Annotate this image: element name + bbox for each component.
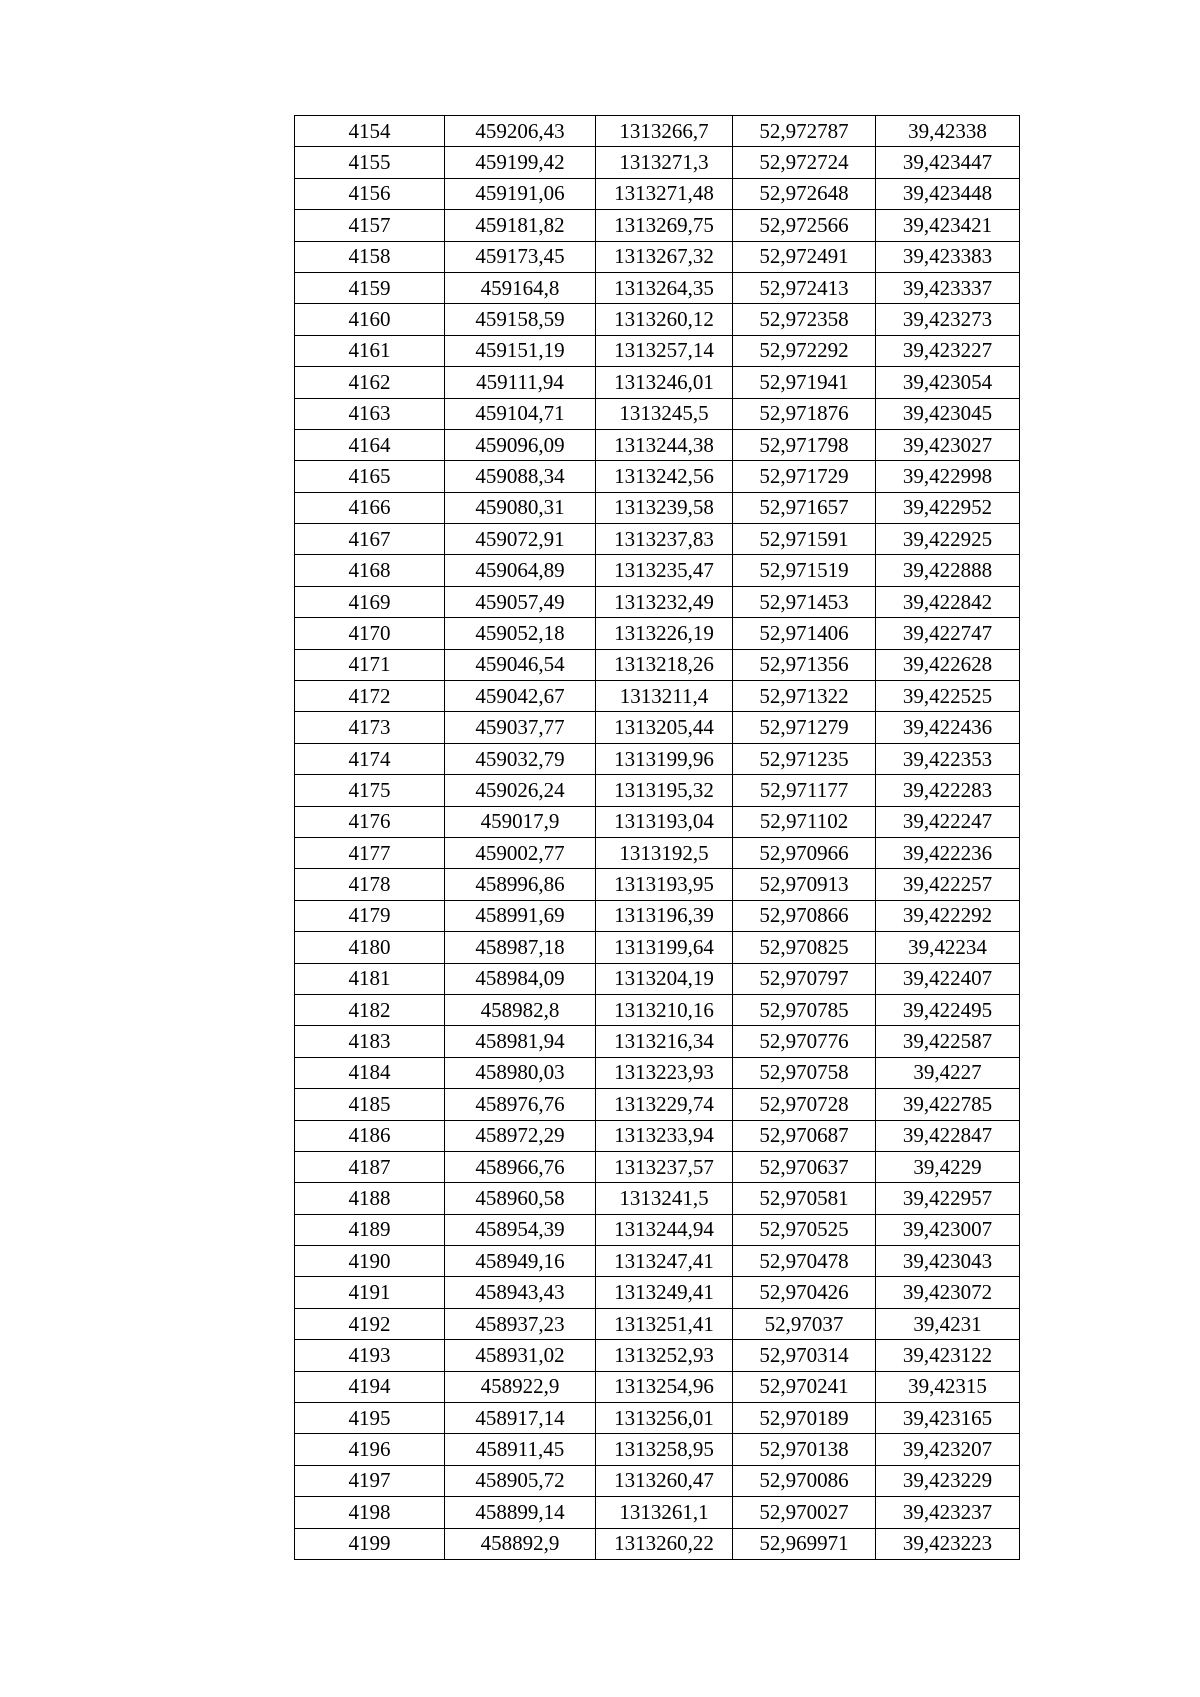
latitude-cell: 52,971519 <box>733 555 876 586</box>
point-number-cell: 4186 <box>295 1120 445 1151</box>
x-coordinate-cell: 459080,31 <box>445 492 596 523</box>
y-coordinate-cell: 1313271,3 <box>596 147 733 178</box>
x-coordinate-cell: 459017,9 <box>445 806 596 837</box>
y-coordinate-cell: 1313241,5 <box>596 1183 733 1214</box>
x-coordinate-cell: 458976,76 <box>445 1089 596 1120</box>
table-row <box>295 524 1020 555</box>
x-coordinate-cell: 459206,43 <box>445 116 596 147</box>
longitude-cell: 39,4227 <box>876 1057 1020 1088</box>
latitude-cell: 52,972787 <box>733 116 876 147</box>
x-coordinate-cell: 459164,8 <box>445 272 596 303</box>
y-coordinate-cell: 1313247,41 <box>596 1246 733 1277</box>
latitude-cell: 52,970637 <box>733 1151 876 1182</box>
table-row <box>295 116 1020 147</box>
longitude-cell: 39,422747 <box>876 618 1020 649</box>
latitude-cell: 52,971941 <box>733 367 876 398</box>
longitude-cell: 39,422292 <box>876 900 1020 931</box>
point-number-cell: 4181 <box>295 963 445 994</box>
y-coordinate-cell: 1313195,32 <box>596 775 733 806</box>
longitude-cell: 39,423072 <box>876 1277 1020 1308</box>
x-coordinate-cell: 458949,16 <box>445 1246 596 1277</box>
table-row <box>295 492 1020 523</box>
longitude-cell: 39,422407 <box>876 963 1020 994</box>
x-coordinate-cell: 458960,58 <box>445 1183 596 1214</box>
point-number-cell: 4174 <box>295 743 445 774</box>
table-row <box>295 1246 1020 1277</box>
table-row <box>295 335 1020 366</box>
y-coordinate-cell: 1313193,95 <box>596 869 733 900</box>
x-coordinate-cell: 458937,23 <box>445 1308 596 1339</box>
longitude-cell: 39,423043 <box>876 1246 1020 1277</box>
longitude-cell: 39,422957 <box>876 1183 1020 1214</box>
latitude-cell: 52,970525 <box>733 1214 876 1245</box>
longitude-cell: 39,422628 <box>876 649 1020 680</box>
longitude-cell: 39,423207 <box>876 1434 1020 1465</box>
table-row <box>295 1340 1020 1371</box>
table-row <box>295 1089 1020 1120</box>
y-coordinate-cell: 1313269,75 <box>596 210 733 241</box>
longitude-cell: 39,422998 <box>876 461 1020 492</box>
table-row <box>295 1120 1020 1151</box>
point-number-cell: 4168 <box>295 555 445 586</box>
y-coordinate-cell: 1313264,35 <box>596 272 733 303</box>
x-coordinate-cell: 459072,91 <box>445 524 596 555</box>
x-coordinate-cell: 458972,29 <box>445 1120 596 1151</box>
longitude-cell: 39,423237 <box>876 1497 1020 1528</box>
table-row <box>295 429 1020 460</box>
longitude-cell: 39,422842 <box>876 586 1020 617</box>
point-number-cell: 4169 <box>295 586 445 617</box>
table-row <box>295 1151 1020 1182</box>
point-number-cell: 4193 <box>295 1340 445 1371</box>
point-number-cell: 4198 <box>295 1497 445 1528</box>
x-coordinate-cell: 459002,77 <box>445 837 596 868</box>
point-number-cell: 4171 <box>295 649 445 680</box>
table-row <box>295 932 1020 963</box>
x-coordinate-cell: 458911,45 <box>445 1434 596 1465</box>
point-number-cell: 4170 <box>295 618 445 649</box>
longitude-cell: 39,422436 <box>876 712 1020 743</box>
table-row <box>295 461 1020 492</box>
point-number-cell: 4192 <box>295 1308 445 1339</box>
x-coordinate-cell: 459052,18 <box>445 618 596 649</box>
latitude-cell: 52,971322 <box>733 681 876 712</box>
latitude-cell: 52,971591 <box>733 524 876 555</box>
x-coordinate-cell: 458966,76 <box>445 1151 596 1182</box>
y-coordinate-cell: 1313242,56 <box>596 461 733 492</box>
latitude-cell: 52,971406 <box>733 618 876 649</box>
table-row <box>295 963 1020 994</box>
x-coordinate-cell: 459104,71 <box>445 398 596 429</box>
y-coordinate-cell: 1313232,49 <box>596 586 733 617</box>
longitude-cell: 39,423227 <box>876 335 1020 366</box>
latitude-cell: 52,970241 <box>733 1371 876 1402</box>
table-row <box>295 1183 1020 1214</box>
x-coordinate-cell: 458987,18 <box>445 932 596 963</box>
longitude-cell: 39,422495 <box>876 994 1020 1025</box>
y-coordinate-cell: 1313216,34 <box>596 1026 733 1057</box>
point-number-cell: 4183 <box>295 1026 445 1057</box>
longitude-cell: 39,423229 <box>876 1465 1020 1496</box>
longitude-cell: 39,423337 <box>876 272 1020 303</box>
x-coordinate-cell: 458899,14 <box>445 1497 596 1528</box>
point-number-cell: 4172 <box>295 681 445 712</box>
x-coordinate-cell: 459199,42 <box>445 147 596 178</box>
longitude-cell: 39,422888 <box>876 555 1020 586</box>
point-number-cell: 4164 <box>295 429 445 460</box>
y-coordinate-cell: 1313256,01 <box>596 1403 733 1434</box>
latitude-cell: 52,971657 <box>733 492 876 523</box>
x-coordinate-cell: 458943,43 <box>445 1277 596 1308</box>
x-coordinate-cell: 458917,14 <box>445 1403 596 1434</box>
point-number-cell: 4158 <box>295 241 445 272</box>
latitude-cell: 52,971356 <box>733 649 876 680</box>
latitude-cell: 52,970426 <box>733 1277 876 1308</box>
longitude-cell: 39,422587 <box>876 1026 1020 1057</box>
latitude-cell: 52,970189 <box>733 1403 876 1434</box>
y-coordinate-cell: 1313205,44 <box>596 712 733 743</box>
y-coordinate-cell: 1313237,83 <box>596 524 733 555</box>
longitude-cell: 39,423447 <box>876 147 1020 178</box>
point-number-cell: 4154 <box>295 116 445 147</box>
y-coordinate-cell: 1313204,19 <box>596 963 733 994</box>
latitude-cell: 52,971177 <box>733 775 876 806</box>
y-coordinate-cell: 1313258,95 <box>596 1434 733 1465</box>
y-coordinate-cell: 1313254,96 <box>596 1371 733 1402</box>
longitude-cell: 39,422925 <box>876 524 1020 555</box>
x-coordinate-cell: 459046,54 <box>445 649 596 680</box>
x-coordinate-cell: 459151,19 <box>445 335 596 366</box>
latitude-cell: 52,972413 <box>733 272 876 303</box>
point-number-cell: 4185 <box>295 1089 445 1120</box>
y-coordinate-cell: 1313251,41 <box>596 1308 733 1339</box>
x-coordinate-cell: 458954,39 <box>445 1214 596 1245</box>
y-coordinate-cell: 1313266,7 <box>596 116 733 147</box>
latitude-cell: 52,971798 <box>733 429 876 460</box>
point-number-cell: 4157 <box>295 210 445 241</box>
y-coordinate-cell: 1313271,48 <box>596 178 733 209</box>
y-coordinate-cell: 1313199,96 <box>596 743 733 774</box>
latitude-cell: 52,969971 <box>733 1528 876 1559</box>
point-number-cell: 4159 <box>295 272 445 303</box>
y-coordinate-cell: 1313239,58 <box>596 492 733 523</box>
longitude-cell: 39,422952 <box>876 492 1020 523</box>
y-coordinate-cell: 1313260,12 <box>596 304 733 335</box>
latitude-cell: 52,970728 <box>733 1089 876 1120</box>
longitude-cell: 39,42234 <box>876 932 1020 963</box>
x-coordinate-cell: 458996,86 <box>445 869 596 900</box>
table-row <box>295 586 1020 617</box>
point-number-cell: 4190 <box>295 1246 445 1277</box>
latitude-cell: 52,972648 <box>733 178 876 209</box>
latitude-cell: 52,971235 <box>733 743 876 774</box>
latitude-cell: 52,970314 <box>733 1340 876 1371</box>
latitude-cell: 52,972566 <box>733 210 876 241</box>
table-row <box>295 1277 1020 1308</box>
longitude-cell: 39,423045 <box>876 398 1020 429</box>
y-coordinate-cell: 1313223,93 <box>596 1057 733 1088</box>
y-coordinate-cell: 1313192,5 <box>596 837 733 868</box>
table-row <box>295 398 1020 429</box>
table-row <box>295 869 1020 900</box>
point-number-cell: 4194 <box>295 1371 445 1402</box>
x-coordinate-cell: 458892,9 <box>445 1528 596 1559</box>
x-coordinate-cell: 459032,79 <box>445 743 596 774</box>
y-coordinate-cell: 1313249,41 <box>596 1277 733 1308</box>
latitude-cell: 52,970776 <box>733 1026 876 1057</box>
x-coordinate-cell: 459057,49 <box>445 586 596 617</box>
longitude-cell: 39,422283 <box>876 775 1020 806</box>
latitude-cell: 52,970913 <box>733 869 876 900</box>
latitude-cell: 52,970825 <box>733 932 876 963</box>
point-number-cell: 4189 <box>295 1214 445 1245</box>
longitude-cell: 39,423421 <box>876 210 1020 241</box>
y-coordinate-cell: 1313246,01 <box>596 367 733 398</box>
table-row <box>295 618 1020 649</box>
longitude-cell: 39,42315 <box>876 1371 1020 1402</box>
latitude-cell: 52,970797 <box>733 963 876 994</box>
point-number-cell: 4199 <box>295 1528 445 1559</box>
longitude-cell: 39,422525 <box>876 681 1020 712</box>
point-number-cell: 4161 <box>295 335 445 366</box>
table-row <box>295 1371 1020 1402</box>
table-row <box>295 1308 1020 1339</box>
table-row <box>295 743 1020 774</box>
table-row <box>295 900 1020 931</box>
latitude-cell: 52,971102 <box>733 806 876 837</box>
table-row <box>295 1403 1020 1434</box>
longitude-cell: 39,422247 <box>876 806 1020 837</box>
point-number-cell: 4179 <box>295 900 445 931</box>
table-row <box>295 806 1020 837</box>
y-coordinate-cell: 1313199,64 <box>596 932 733 963</box>
point-number-cell: 4182 <box>295 994 445 1025</box>
latitude-cell: 52,97037 <box>733 1308 876 1339</box>
longitude-cell: 39,422847 <box>876 1120 1020 1151</box>
point-number-cell: 4180 <box>295 932 445 963</box>
table-row <box>295 178 1020 209</box>
x-coordinate-cell: 459026,24 <box>445 775 596 806</box>
table-row <box>295 241 1020 272</box>
latitude-cell: 52,970581 <box>733 1183 876 1214</box>
x-coordinate-cell: 459037,77 <box>445 712 596 743</box>
table-row <box>295 555 1020 586</box>
latitude-cell: 52,971729 <box>733 461 876 492</box>
y-coordinate-cell: 1313193,04 <box>596 806 733 837</box>
latitude-cell: 52,971279 <box>733 712 876 743</box>
table-row <box>295 272 1020 303</box>
point-number-cell: 4167 <box>295 524 445 555</box>
point-number-cell: 4177 <box>295 837 445 868</box>
y-coordinate-cell: 1313218,26 <box>596 649 733 680</box>
point-number-cell: 4176 <box>295 806 445 837</box>
x-coordinate-cell: 458982,8 <box>445 994 596 1025</box>
latitude-cell: 52,971876 <box>733 398 876 429</box>
point-number-cell: 4163 <box>295 398 445 429</box>
point-number-cell: 4165 <box>295 461 445 492</box>
point-number-cell: 4184 <box>295 1057 445 1088</box>
longitude-cell: 39,423007 <box>876 1214 1020 1245</box>
x-coordinate-cell: 459173,45 <box>445 241 596 272</box>
table-row <box>295 649 1020 680</box>
latitude-cell: 52,970027 <box>733 1497 876 1528</box>
table-row <box>295 367 1020 398</box>
x-coordinate-cell: 459181,82 <box>445 210 596 241</box>
y-coordinate-cell: 1313257,14 <box>596 335 733 366</box>
longitude-cell: 39,422236 <box>876 837 1020 868</box>
x-coordinate-cell: 458991,69 <box>445 900 596 931</box>
table-row <box>295 147 1020 178</box>
longitude-cell: 39,42338 <box>876 116 1020 147</box>
table-row <box>295 210 1020 241</box>
table-row <box>295 681 1020 712</box>
longitude-cell: 39,423223 <box>876 1528 1020 1559</box>
y-coordinate-cell: 1313211,4 <box>596 681 733 712</box>
x-coordinate-cell: 458981,94 <box>445 1026 596 1057</box>
y-coordinate-cell: 1313260,47 <box>596 1465 733 1496</box>
table-row <box>295 1497 1020 1528</box>
y-coordinate-cell: 1313233,94 <box>596 1120 733 1151</box>
latitude-cell: 52,970758 <box>733 1057 876 1088</box>
longitude-cell: 39,4229 <box>876 1151 1020 1182</box>
longitude-cell: 39,422353 <box>876 743 1020 774</box>
point-number-cell: 4178 <box>295 869 445 900</box>
longitude-cell: 39,423122 <box>876 1340 1020 1371</box>
table-row <box>295 1434 1020 1465</box>
table-row <box>295 837 1020 868</box>
latitude-cell: 52,970785 <box>733 994 876 1025</box>
longitude-cell: 39,423165 <box>876 1403 1020 1434</box>
point-number-cell: 4197 <box>295 1465 445 1496</box>
x-coordinate-cell: 458980,03 <box>445 1057 596 1088</box>
latitude-cell: 52,972292 <box>733 335 876 366</box>
y-coordinate-cell: 1313245,5 <box>596 398 733 429</box>
point-number-cell: 4187 <box>295 1151 445 1182</box>
longitude-cell: 39,422785 <box>876 1089 1020 1120</box>
latitude-cell: 52,970138 <box>733 1434 876 1465</box>
point-number-cell: 4166 <box>295 492 445 523</box>
y-coordinate-cell: 1313252,93 <box>596 1340 733 1371</box>
point-number-cell: 4195 <box>295 1403 445 1434</box>
point-number-cell: 4196 <box>295 1434 445 1465</box>
point-number-cell: 4188 <box>295 1183 445 1214</box>
latitude-cell: 52,972724 <box>733 147 876 178</box>
y-coordinate-cell: 1313196,39 <box>596 900 733 931</box>
point-number-cell: 4175 <box>295 775 445 806</box>
table-row <box>295 1528 1020 1559</box>
x-coordinate-cell: 459191,06 <box>445 178 596 209</box>
latitude-cell: 52,970966 <box>733 837 876 868</box>
longitude-cell: 39,423383 <box>876 241 1020 272</box>
point-number-cell: 4155 <box>295 147 445 178</box>
y-coordinate-cell: 1313244,38 <box>596 429 733 460</box>
longitude-cell: 39,423273 <box>876 304 1020 335</box>
x-coordinate-cell: 459088,34 <box>445 461 596 492</box>
table-row <box>295 1026 1020 1057</box>
table-row <box>295 304 1020 335</box>
y-coordinate-cell: 1313244,94 <box>596 1214 733 1245</box>
longitude-cell: 39,423054 <box>876 367 1020 398</box>
latitude-cell: 52,970086 <box>733 1465 876 1496</box>
x-coordinate-cell: 459111,94 <box>445 367 596 398</box>
x-coordinate-cell: 459158,59 <box>445 304 596 335</box>
table-row <box>295 775 1020 806</box>
longitude-cell: 39,422257 <box>876 869 1020 900</box>
y-coordinate-cell: 1313210,16 <box>596 994 733 1025</box>
y-coordinate-cell: 1313267,32 <box>596 241 733 272</box>
longitude-cell: 39,423448 <box>876 178 1020 209</box>
y-coordinate-cell: 1313229,74 <box>596 1089 733 1120</box>
table-row <box>295 1465 1020 1496</box>
latitude-cell: 52,972358 <box>733 304 876 335</box>
y-coordinate-cell: 1313237,57 <box>596 1151 733 1182</box>
table-row <box>295 1214 1020 1245</box>
point-number-cell: 4160 <box>295 304 445 335</box>
table-row <box>295 712 1020 743</box>
x-coordinate-cell: 458931,02 <box>445 1340 596 1371</box>
y-coordinate-cell: 1313260,22 <box>596 1528 733 1559</box>
y-coordinate-cell: 1313261,1 <box>596 1497 733 1528</box>
latitude-cell: 52,970478 <box>733 1246 876 1277</box>
x-coordinate-cell: 458905,72 <box>445 1465 596 1496</box>
y-coordinate-cell: 1313226,19 <box>596 618 733 649</box>
table-row <box>295 994 1020 1025</box>
x-coordinate-cell: 459096,09 <box>445 429 596 460</box>
x-coordinate-cell: 459042,67 <box>445 681 596 712</box>
point-number-cell: 4191 <box>295 1277 445 1308</box>
latitude-cell: 52,970687 <box>733 1120 876 1151</box>
x-coordinate-cell: 458922,9 <box>445 1371 596 1402</box>
coordinates-table-body <box>295 116 1020 1560</box>
point-number-cell: 4173 <box>295 712 445 743</box>
point-number-cell: 4162 <box>295 367 445 398</box>
latitude-cell: 52,970866 <box>733 900 876 931</box>
table-row <box>295 1057 1020 1088</box>
x-coordinate-cell: 458984,09 <box>445 963 596 994</box>
longitude-cell: 39,4231 <box>876 1308 1020 1339</box>
latitude-cell: 52,971453 <box>733 586 876 617</box>
point-number-cell: 4156 <box>295 178 445 209</box>
y-coordinate-cell: 1313235,47 <box>596 555 733 586</box>
coordinates-table <box>294 115 1020 1560</box>
longitude-cell: 39,423027 <box>876 429 1020 460</box>
latitude-cell: 52,972491 <box>733 241 876 272</box>
x-coordinate-cell: 459064,89 <box>445 555 596 586</box>
